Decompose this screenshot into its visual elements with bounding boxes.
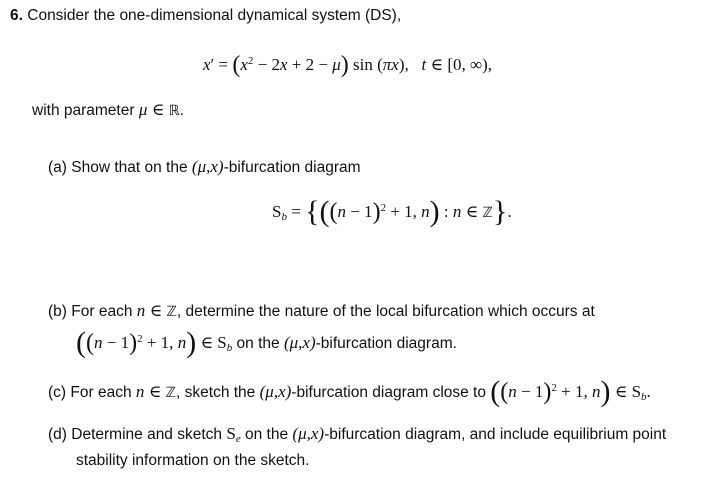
part-b-point: ($(n - 1)^2 + 1$, n) ∈ $S_b$ bbox=[76, 326, 233, 359]
part-c-label: (c) bbox=[48, 384, 67, 401]
part-b-line1: (b) For each n ∈ ℤ, determine the nature of the local bifurcation which occurs at bbox=[48, 301, 595, 320]
part-a-text-before: Show that on the bbox=[71, 159, 192, 176]
part-c-text-before: For each bbox=[70, 384, 136, 401]
part-d-label: (d) bbox=[48, 426, 67, 443]
part-c-text-mid: , sketch the bbox=[176, 384, 260, 401]
part-a-text-after: -bifurcation diagram bbox=[223, 159, 361, 176]
ds-equation: $x' = (x^2 - 2x + 2 - \mu)$ sin (πx), t ∈ [0, ∞), bbox=[203, 52, 493, 78]
problem-intro: Consider the one-dimensional dynamical system (DS), bbox=[27, 7, 402, 24]
part-b-text-before: For each bbox=[71, 303, 137, 320]
part-d-text-mid: on the bbox=[240, 426, 293, 443]
part-b-text-mid: on the bbox=[232, 335, 284, 352]
part-b-label: (b) bbox=[48, 303, 67, 320]
parameter-line: with parameter μ ∈ ℝ. bbox=[32, 100, 184, 119]
problem-number: 6. bbox=[10, 7, 23, 24]
part-a-mu-x: (μ,x) bbox=[191, 157, 224, 176]
part-b-line2: ($(n - 1)^2 + 1$, n) ∈ $S_b$ on the (μ,x)-bifurcation diagram. bbox=[76, 326, 457, 359]
part-c-text-after: -bifurcation diagram close to bbox=[291, 384, 491, 401]
part-a-label: (a) bbox=[48, 159, 67, 176]
part-b-text-after2: -bifurcation diagram. bbox=[315, 335, 457, 352]
part-d-line2: stability information on the sketch. bbox=[76, 452, 310, 469]
part-c-line: (c) For each n ∈ ℤ, sketch the (μ,x)-bifurcation diagram close to ($(n - 1)^2 + 1$, n) ∈ $S_b$. bbox=[48, 375, 651, 408]
problem-intro-line bbox=[10, 7, 401, 25]
part-a-text bbox=[48, 157, 361, 177]
part-b-text-after: , determine the nature of the local bifurcation which occurs at bbox=[176, 303, 595, 320]
part-d-line1: (d) Determine and sketch $S_e$ on the (μ,x)-bifurcation diagram, and include equilibrium point bbox=[48, 424, 667, 445]
set-sb-equation: $S_b = \{((n - 1)^2 + 1$, n) : n ∈ ℤ}. bbox=[272, 195, 512, 228]
part-d-text-after: -bifurcation diagram, and include equilibrium point bbox=[324, 426, 667, 443]
part-c-point: ($(n - 1)^2 + 1$, n) ∈ $S_b$. bbox=[490, 375, 651, 408]
part-d-text-before: Determine and sketch bbox=[71, 426, 227, 443]
